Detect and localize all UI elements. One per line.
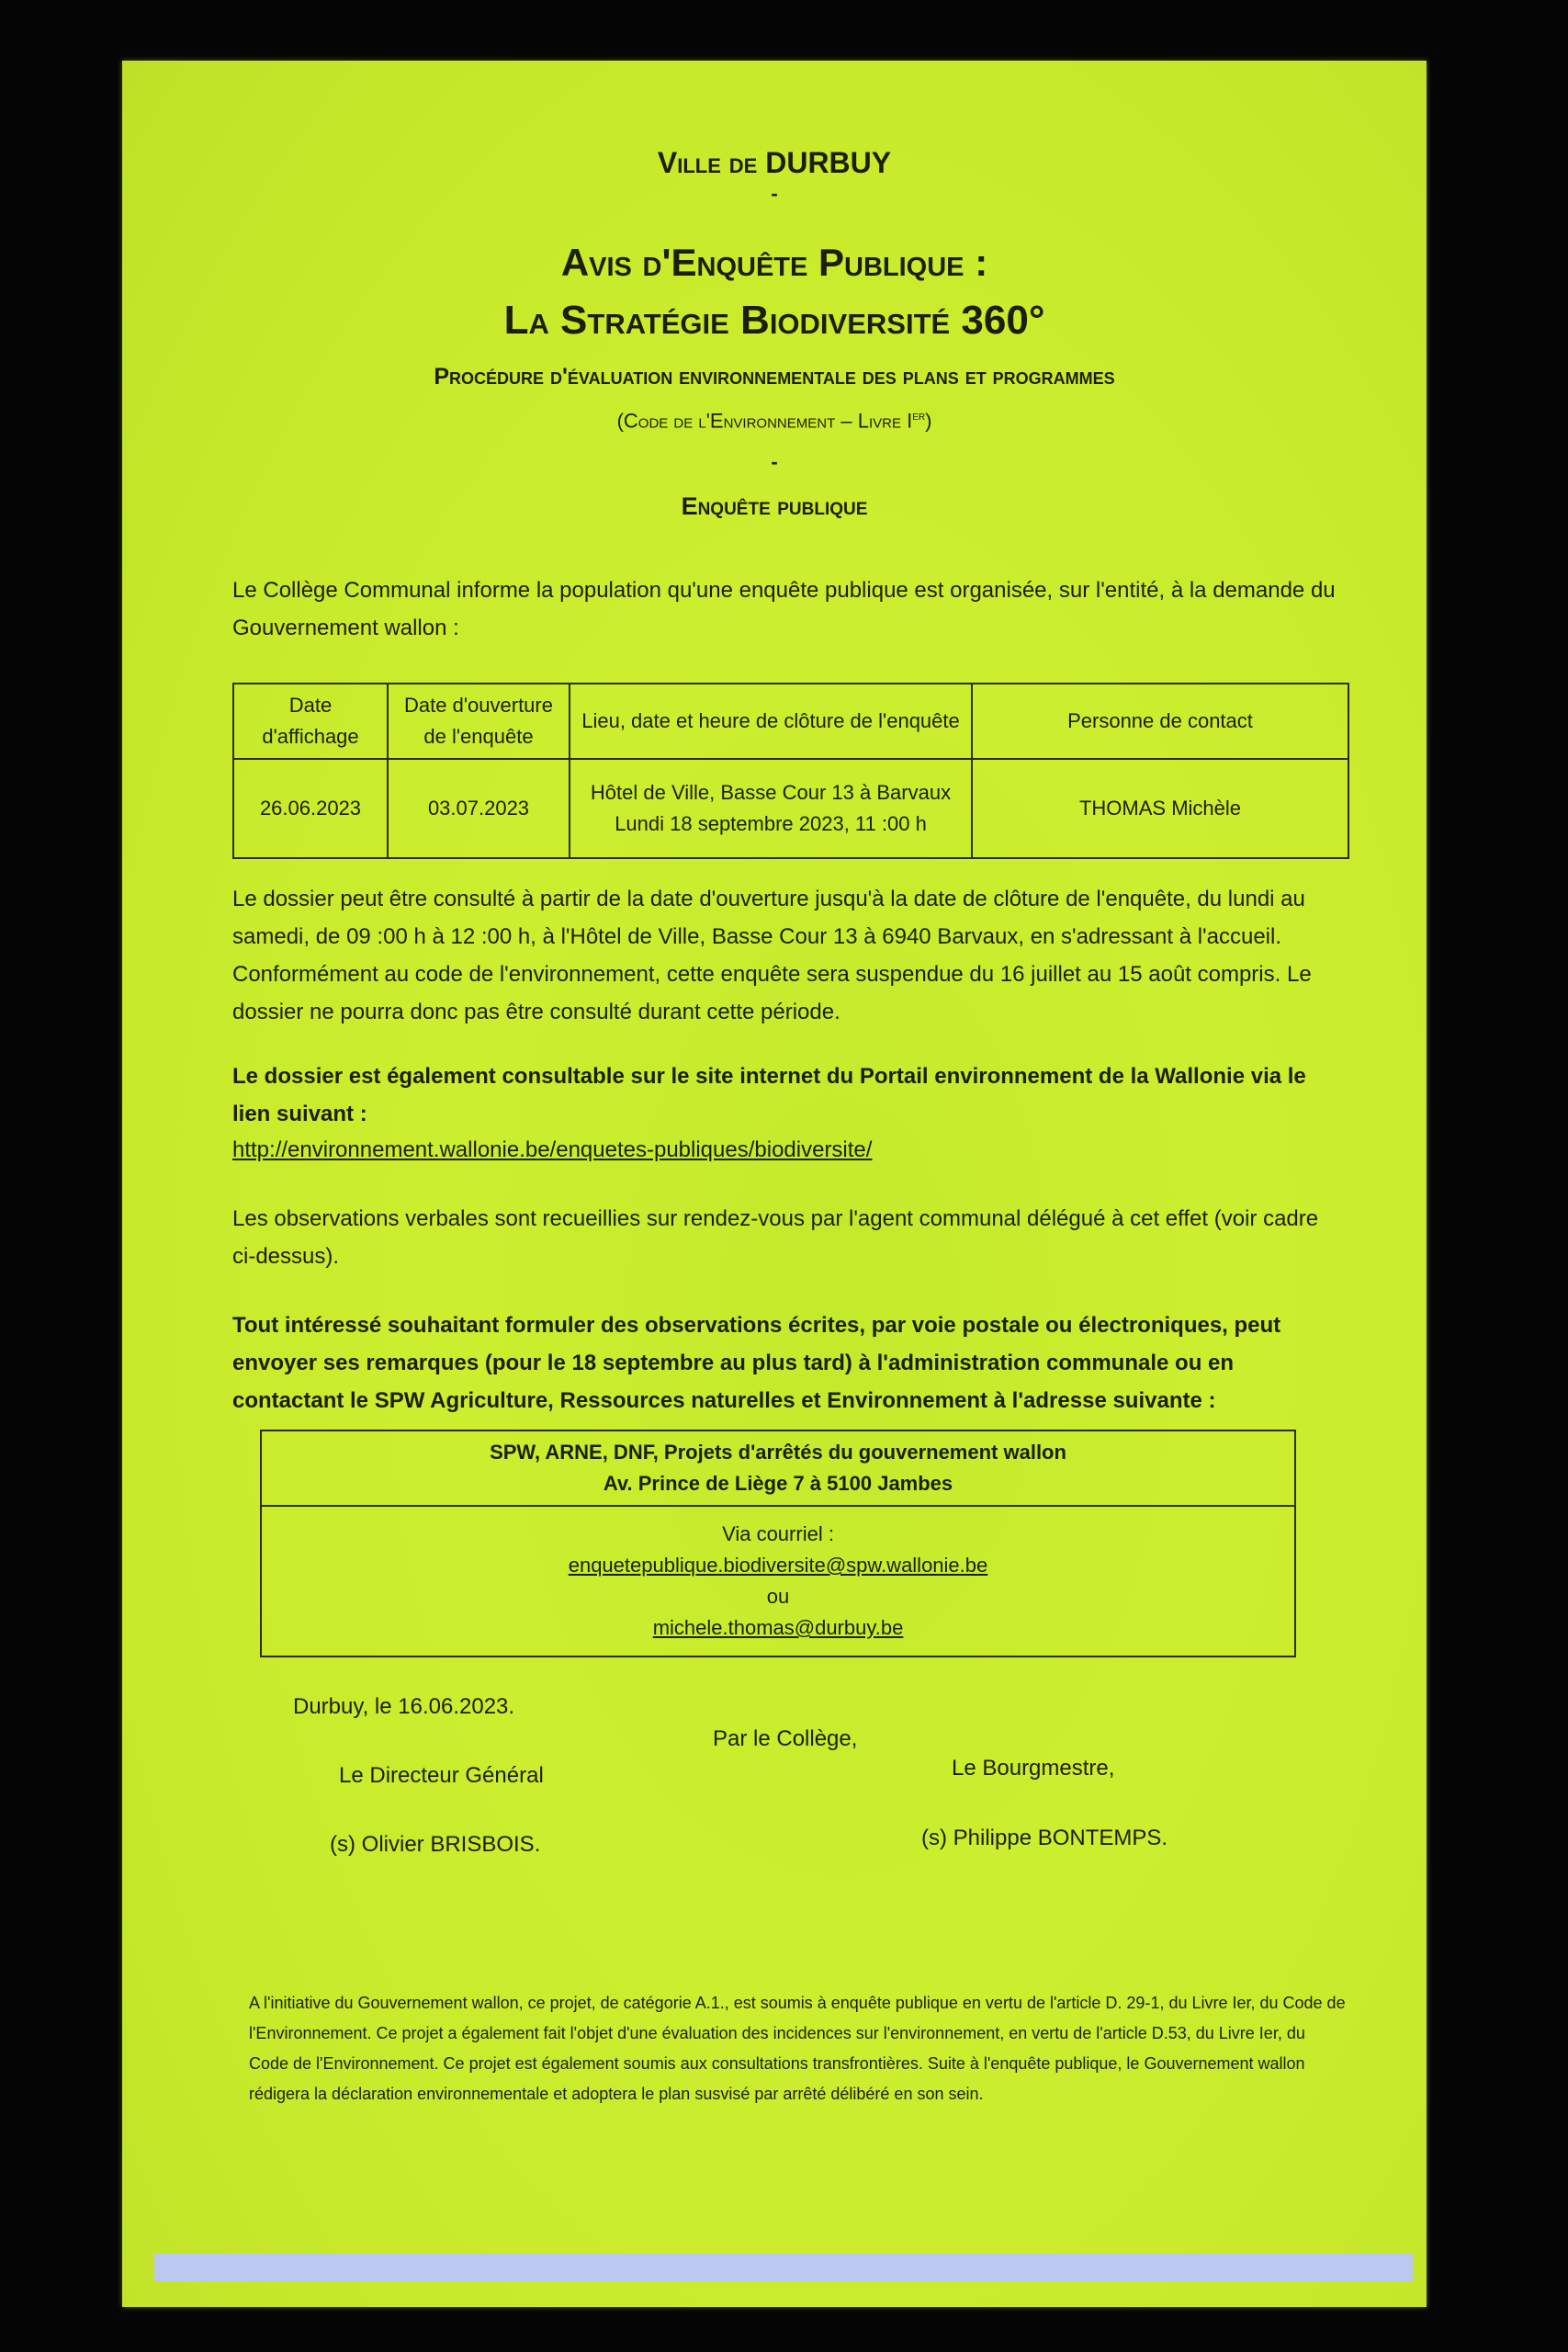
signature-date: Durbuy, le 16.06.2023. xyxy=(293,1694,515,1719)
section-title: Enquête publique xyxy=(681,492,868,520)
written-paragraph: Tout intéressé souhaitant formuler des observations écrites, par voie postale ou électroniques, peut envoyer ses remarques (pour le 18 septembre au plus tard) à l'administration communale ou en contactant le SPW Agriculture, Ressources naturelles et Environnement à l'adresse suivante : xyxy=(232,1313,1281,1413)
header-date-ouverture: Date d'ouverture de l'enquête xyxy=(388,684,570,759)
header-contact: Personne de contact xyxy=(972,684,1348,759)
cell-lieu-line1: Hôtel de Ville, Basse Cour 13 à Barvaux xyxy=(590,781,952,804)
verbal-paragraph: Les observations verbales sont recueillies sur rendez-vous par l'agent communal délégué à cet effet (voir cadre ci-dessus). xyxy=(232,1206,1319,1269)
notice-title: Avis d'Enquête Publique : xyxy=(560,241,988,284)
municipality-title: Ville de DURBUY xyxy=(657,146,892,179)
signature-bourgmestre-name: (s) Philippe BONTEMPS. xyxy=(921,1826,1168,1850)
email-cell xyxy=(261,1506,1295,1657)
code-reference xyxy=(122,408,1427,433)
code-reference-sup: er xyxy=(912,408,926,423)
table-row xyxy=(233,759,1348,858)
address-table xyxy=(260,1430,1296,1657)
via-label: Via courriel : xyxy=(722,1522,834,1545)
cell-affichage: 26.06.2023 xyxy=(233,759,388,858)
procedure-subtitle: Procédure d'évaluation environnementale des plans et programmes xyxy=(434,364,1115,390)
intro-paragraph: Le Collège Communal informe la population qu'une enquête publique est organisée, sur l'entité, à la demande du Gouvernement wallon : xyxy=(232,578,1336,640)
separator-dash: - xyxy=(771,182,778,205)
address-line1: SPW, ARNE, DNF, Projets d'arrêtés du gouvernement wallon xyxy=(490,1441,1066,1464)
notice-poster xyxy=(122,61,1427,2307)
signature-directeur-title: Le Directeur Général xyxy=(339,1763,544,1788)
cell-ouverture: 03.07.2023 xyxy=(388,759,570,858)
table-header-row xyxy=(233,684,1348,759)
signature-directeur-name: (s) Olivier BRISBOIS. xyxy=(330,1832,541,1857)
dossier-paragraph: Le dossier peut être consulté à partir de la date d'ouverture jusqu'à la date de clôture de l'enquête, du lundi au samedi, de 09 :00 h à 12 :00 h, à l'Hôtel de Ville, Basse Cour 13 à 6940 Barvaux, en s'adressant à l'accueil. Conformément au code de l'environnement, cette enquête sera suspendue du 16 juillet au 15 août compris. Le dossier ne pourra donc pas être consulté durant cette période. xyxy=(232,887,1312,1024)
or-label: ou xyxy=(766,1585,790,1608)
bottom-light-bar xyxy=(154,2254,1413,2281)
inquiry-table xyxy=(232,683,1349,859)
cell-lieu xyxy=(570,759,972,858)
footnote: A l'initiative du Gouvernement wallon, ce projet, de catégorie A.1., est soumis à enquête publique en vertu de l'article D. 29-1, du Livre Ier, du Code de l'Environnement. Ce projet a également fait l'objet d'une évaluation des incidences sur l'environnement, en vertu de l'article D.53, du Livre Ier, du Code de l'Environnement. Ce projet est également soumis aux consultations transfrontières. Suite à l'enquête publique, le Gouvernement wallon rédigera la déclaration environnementale et adoptera le plan susvisé par arrêté délibéré en son sein. xyxy=(249,1994,1346,2103)
code-reference-close: ) xyxy=(925,409,932,433)
header-lieu: Lieu, date et heure de clôture de l'enquête xyxy=(570,684,972,759)
email-link-durbuy[interactable]: michele.thomas@durbuy.be xyxy=(652,1616,904,1639)
cell-contact: THOMAS Michèle xyxy=(972,759,1348,858)
signature-par-college: Par le Collège, xyxy=(713,1726,858,1751)
cell-lieu-line2: Lundi 18 septembre 2023, 11 :00 h xyxy=(615,812,927,835)
email-row xyxy=(261,1506,1295,1657)
signature-bourgmestre-title: Le Bourgmestre, xyxy=(952,1756,1115,1781)
header-date-affichage: Date d'affichage xyxy=(233,684,388,759)
email-link-spw[interactable]: enquetepublique.biodiversite@spw.wallonie.be xyxy=(568,1554,988,1577)
web-link[interactable]: http://environnement.wallonie.be/enquetes-publiques/biodiversite/ xyxy=(232,1137,873,1162)
address-row xyxy=(261,1430,1295,1506)
strategy-title: La Stratégie Biodiversité 360° xyxy=(503,298,1045,343)
web-paragraph: Le dossier est également consultable sur le site internet du Portail environnement de la Wallonie via le lien suivant : xyxy=(232,1064,1306,1126)
separator-dash: - xyxy=(771,450,778,473)
address-line2: Av. Prince de Liège 7 à 5100 Jambes xyxy=(603,1472,953,1495)
address-cell xyxy=(261,1430,1295,1506)
code-reference-text: (Code de l'Environnement – Livre I xyxy=(616,409,913,433)
